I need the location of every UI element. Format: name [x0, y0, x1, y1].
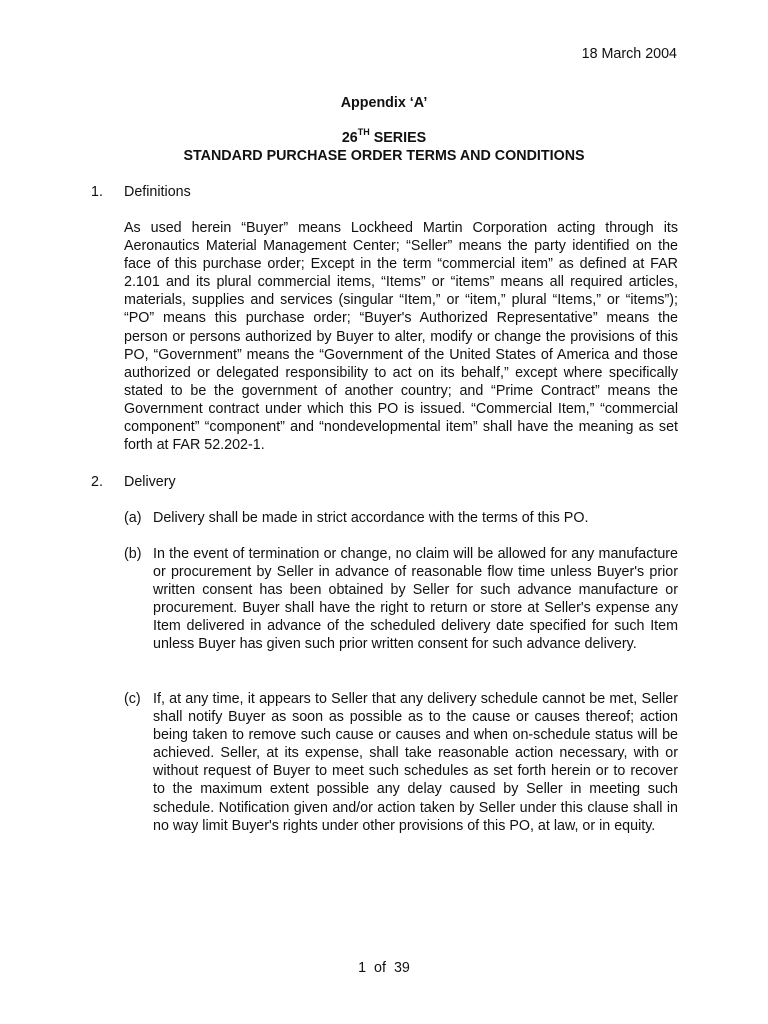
series-heading — [0, 129, 768, 148]
clause-2c-text: If, at any time, it appears to Seller that any delivery schedule cannot be met, Seller shall notify Buyer as soon as possible as to the cause or causes thereof; action being taken to remove such cause or causes and when on-schedule status will be achieved. Seller, at its expense, shall take reasonable action necessary, with or without request of Buyer to meet such schedules as set forth herein or to recover to the maximum extent possible any delay caused by Seller in meeting such schedule. Notification given and/or action taken by Seller under this clause shall in no way limit Buyer's rights under other provisions of this PO, at law, or in equity. — [153, 691, 678, 834]
section-1-title: Definitions — [124, 184, 191, 200]
section-1-number: 1. — [91, 184, 103, 200]
page-total: 39 — [393, 960, 410, 976]
series-number: 26 — [341, 130, 358, 146]
document-date: 18 March 2004 — [581, 46, 677, 62]
clause-2b-letter: (b) — [124, 546, 142, 562]
page-current: 1 — [358, 960, 367, 976]
section-2-number: 2. — [91, 474, 103, 490]
page-of-label: of — [374, 960, 386, 976]
clause-2a-letter: (a) — [124, 510, 142, 526]
document-title: STANDARD PURCHASE ORDER TERMS AND CONDITIONS — [183, 148, 585, 164]
section-1-body: As used herein “Buyer” means Lockheed Martin Corporation acting through its Aeronautics Material Management Center; “Seller” means the party identified on the face of this purchase order; Except in the term “commercial item” as defined at FAR 2.101 and its plural commercial items, “Items” or “items” means all required articles, materials, supplies and services (singular “Item,” or “item,” plural “Items,” or “items”); “PO” means this purchase order; “Buyer's Authorized Representative” means the person or persons authorized by Buyer to alter, modify or change the provisions of this PO, “Government” means the “Government of the United States of America and those authorized or delegated responsibility to act on its behalf,” except where specifically stated to be the government of another country; and “Prime Contract” means the Government contract under which this PO is issued. “Commercial Item,” “commercial component” “component” and “nondevelopmental item” shall have the meaning as set forth at FAR 52.202-1. — [124, 220, 678, 454]
clause-2c-letter: (c) — [124, 691, 141, 707]
section-2-title: Delivery — [124, 474, 176, 490]
appendix-heading: Appendix ‘A’ — [340, 95, 428, 111]
page-number — [0, 959, 768, 977]
clause-2b-text: In the event of termination or change, no claim will be allowed for any manufacture or procurement by Seller in advance of reasonable flow time unless Buyer's prior written consent has been obtained by Seller for such advance manufacture or procurement. Buyer shall have the right to return or store at Seller's expense any Item delivered in advance of the scheduled delivery date specified for such Item unless Buyer has given such prior written consent for such advance delivery. — [153, 546, 678, 653]
series-word: SERIES — [369, 130, 427, 146]
series-superscript: TH — [357, 127, 370, 138]
clause-2a-text: Delivery shall be made in strict accordance with the terms of this PO. — [153, 510, 589, 526]
